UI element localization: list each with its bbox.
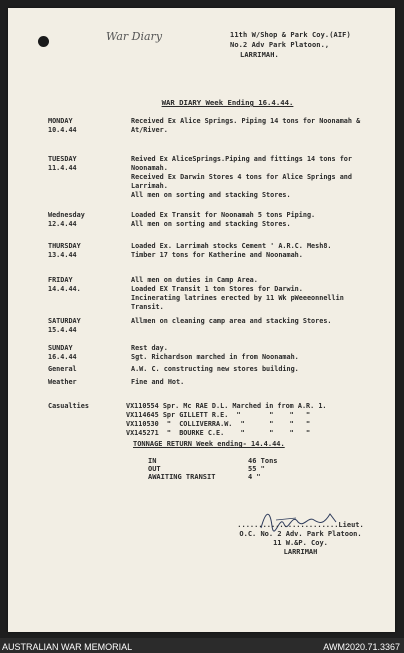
document-page: [8, 8, 395, 632]
entry-day-name: Wednesday: [48, 211, 85, 219]
entry-text-line: At/River.: [131, 126, 168, 134]
entry-text: [131, 317, 386, 326]
entry-text: [131, 344, 386, 362]
tonnage-value: 46 Tons: [248, 457, 278, 465]
entry-text: [131, 117, 386, 135]
unit-header-line1: 11th W/Shop & Park Coy.(AIF): [230, 31, 351, 39]
entry-text-line: Received Ex Alice Springs. Piping 14 tons for Noonamah &: [131, 117, 361, 125]
entry-text-line: Loaded Ex Transit for Noonamah 5 tons Piping.: [131, 211, 316, 219]
entry-text-line: All men on sorting and stacking Stores.: [131, 220, 291, 228]
entry-text-line: Timber 17 tons for Katherine and Noonamah.: [131, 251, 303, 259]
tonnage-table: [148, 457, 278, 481]
entry-date: 14.4.44.: [48, 285, 81, 293]
entry-day-name: General: [48, 365, 77, 373]
entry-day-name: TUESDAY: [48, 155, 77, 163]
entry-day-name: FRIDAY: [48, 276, 73, 284]
entry-day: [48, 211, 118, 229]
entry-date: 10.4.44: [48, 126, 77, 134]
entry-text-line: Reived Ex AliceSprings.Piping and fittings 14 tons for: [131, 155, 352, 163]
entry-day: [48, 155, 118, 173]
footer-credit: AUSTRALIAN WAR MEMORIAL: [2, 642, 133, 652]
entry-text-line: Larrimah.: [131, 182, 168, 190]
unit-header-line2: No.2 Adv Park Platoon.,: [230, 41, 330, 49]
entry-day: [48, 365, 118, 374]
entry-day: [48, 117, 118, 135]
tonnage-title: TONNAGE RETURN Week ending- 14.4.44.: [133, 440, 285, 448]
entry-date: 15.4.44: [48, 326, 77, 334]
entry-text-line: Sgt. Richardson marched in from Noonamah.: [131, 353, 299, 361]
tonnage-row: [148, 457, 278, 465]
casualty-row: VX145271 " BOURKE C.E. " " " ": [126, 429, 311, 437]
signature-block: [223, 521, 378, 557]
entry-day-name: THURSDAY: [48, 242, 81, 250]
entry-text: [131, 242, 386, 260]
entry-text: [131, 365, 386, 374]
signature-location: LARRIMAH: [283, 548, 318, 556]
entry-text: [131, 155, 386, 200]
entry-date: 13.4.44: [48, 251, 77, 259]
casualties-list: [126, 402, 381, 438]
entry-day: [48, 242, 118, 260]
casualty-row: VX110554 Spr. Mc RAE D.L. Marched in from A.R. 1.: [126, 402, 327, 410]
entry-text-line: Noonamah.: [131, 164, 168, 172]
entry-day: [48, 276, 118, 294]
signature-line: ........................Lieut.: [237, 521, 364, 529]
entry-text-line: A.W. C. constructing new stores building.: [131, 365, 299, 373]
tonnage-value: 4 ": [248, 473, 261, 481]
unit-header-line3: LARRIMAH.: [240, 51, 279, 59]
entry-day: [48, 378, 118, 387]
entry-day-name: SUNDAY: [48, 344, 73, 352]
entry-date: 12.4.44: [48, 220, 77, 228]
entry-day-name: MONDAY: [48, 117, 73, 125]
tonnage-row: [148, 473, 278, 481]
entry-text-line: All men on sorting and stacking Stores.: [131, 191, 291, 199]
entry-text-line: Received Ex Darwin Stores 4 tons for Alice Springs and: [131, 173, 352, 181]
unit-header: [230, 30, 351, 60]
entry-date: 16.4.44: [48, 353, 77, 361]
entry-day-name: Weather: [48, 378, 77, 386]
entry-text: [131, 378, 386, 387]
tonnage-label: AWAITING TRANSIT: [148, 473, 216, 481]
signature-title: O.C. No. 2 Adv. Park Platoon.: [239, 530, 362, 538]
entry-date: 11.4.44: [48, 164, 77, 172]
tonnage-label: IN: [148, 457, 157, 465]
tonnage-row: [148, 465, 278, 473]
footer-bar: [0, 642, 404, 653]
entry-text-line: Incinerating latrines erected by 11 Wk pWeeeonnellin: [131, 294, 344, 302]
entry-text: [131, 211, 386, 229]
entry-text-line: Transit.: [131, 303, 164, 311]
entry-text-line: Rest day.: [131, 344, 168, 352]
tonnage-label: OUT: [148, 465, 161, 473]
entry-text-line: Loaded EX Transit 1 ton Stores for Darwin.: [131, 285, 303, 293]
entry-day: [48, 317, 118, 335]
entry-text: [131, 276, 386, 312]
entry-day: [48, 344, 118, 362]
entry-text-line: Loaded Ex. Larrimah stocks Cement ' A.R.C. Mesh8.: [131, 242, 332, 250]
casualties-label: Casualties: [48, 402, 89, 410]
handwritten-note: War Diary: [106, 30, 163, 43]
punch-hole: [38, 36, 49, 47]
casualty-row: VX110530 " COLLIVERRA.W. " " " ": [126, 420, 311, 428]
entry-text-line: All men on duties in Camp Area.: [131, 276, 258, 284]
entry-day-name: SATURDAY: [48, 317, 81, 325]
footer-accession: AWM2020.71.3367: [323, 642, 400, 652]
casualty-row: VX114645 Spr GILLETT R.E. " " " ": [126, 411, 311, 419]
entry-text-line: Fine and Hot.: [131, 378, 185, 386]
tonnage-value: 55 ": [248, 465, 265, 473]
signature-unit: 11 W.&P. Coy.: [273, 539, 328, 547]
entry-text-line: Allmen on cleaning camp area and stacking Stores.: [131, 317, 332, 325]
diary-title: WAR DIARY Week Ending 16.4.44.: [161, 98, 294, 107]
